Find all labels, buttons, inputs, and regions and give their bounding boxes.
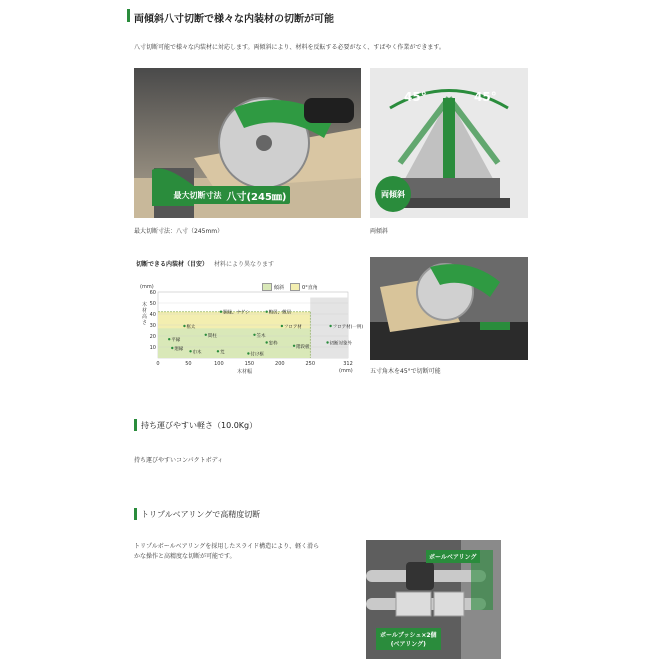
- legend-swatch-square: [290, 283, 300, 291]
- y-tick-label: 30: [149, 323, 156, 329]
- material-label: 鴨居、敷居: [268, 310, 292, 316]
- section1-heading: 両傾斜八寸切断で様々な内装材の切断が可能: [134, 14, 334, 25]
- material-point: [326, 341, 328, 343]
- material-label: 階段板: [296, 344, 310, 350]
- material-point: [168, 338, 170, 340]
- double-bevel-badge: 両傾斜: [375, 176, 411, 212]
- section2-body: 持ち運びやすいコンパクトボディ: [134, 457, 224, 464]
- ball-bearing-label: ボールベアリング: [426, 550, 480, 563]
- photo-right-caption: 両傾斜: [370, 228, 389, 235]
- y-tick-label: 10: [149, 345, 156, 351]
- angle-right-label: 45°: [474, 90, 497, 104]
- bearing-photo: [366, 540, 501, 659]
- material-label: 窓枠: [268, 341, 278, 347]
- chart-title: [136, 259, 274, 268]
- angle-cut-illustration: [370, 257, 528, 360]
- legend-item-square: [290, 283, 318, 291]
- material-label: 巾木: [192, 350, 202, 356]
- section3-body-line2: かな操作と高精度な切断が可能です。: [134, 553, 236, 560]
- angle-cut-photo: [370, 257, 528, 360]
- ball-bushing-label: [376, 628, 441, 650]
- material-label: 笠木: [256, 333, 266, 339]
- section1-body: 八寸切断可能で様々な内装材に対応します。両傾斜により、材料を反転する必要がなく、すばやく作業ができます。: [134, 44, 445, 51]
- material-point: [189, 350, 191, 352]
- y-tick-label: 60: [149, 290, 156, 296]
- photo-left-caption: 最大切断寸法：八寸（245mm）: [134, 228, 224, 235]
- y-axis-title-char: 高: [142, 314, 148, 320]
- x-tick-label: 50: [185, 361, 192, 367]
- y-tick-label: 40: [149, 312, 156, 318]
- heading-accent-bar-2: [134, 419, 137, 431]
- y-axis-title-char: さ: [142, 320, 148, 326]
- heading-accent-bar: [127, 9, 130, 22]
- legend-swatch-bevel: [262, 283, 272, 291]
- miter-saw-photo: [134, 68, 361, 218]
- material-point: [217, 350, 219, 352]
- material-point: [183, 325, 185, 327]
- x-unit-label: (mm): [339, 368, 353, 374]
- material-label: 荒: [219, 350, 225, 356]
- legend-label-square: 0°直角: [302, 284, 318, 291]
- region-bevel-cut: [158, 328, 310, 358]
- x-tick-label: 250: [305, 361, 316, 367]
- max-cut-badge-value: 八寸(245㎜): [226, 191, 287, 203]
- material-point: [281, 325, 283, 327]
- material-label: 間柱: [207, 333, 217, 339]
- chart-note: 材料により異なります: [213, 261, 274, 268]
- y-tick-label: 50: [149, 301, 156, 307]
- chart-title-text: 切断できる内装材（目安）: [136, 261, 209, 268]
- material-label: 框太: [186, 325, 196, 330]
- material-point: [265, 311, 267, 313]
- x-axis-title: 木材幅: [237, 369, 253, 375]
- max-cut-badge: [170, 186, 290, 204]
- x-tick-label: 0: [156, 361, 160, 367]
- y-unit-label: (mm): [140, 284, 154, 290]
- double-bevel-photo: [370, 68, 528, 218]
- y-axis-title-char: 材: [142, 308, 148, 314]
- angle-left-label: 45°: [404, 90, 427, 104]
- x-tick-label: 150: [244, 361, 255, 367]
- material-label: 付け框: [250, 352, 264, 358]
- material-point: [247, 352, 249, 354]
- heading-accent-bar-3: [134, 508, 137, 520]
- section2-heading: 持ち運びやすい軽さ（10.0Kg）: [141, 421, 258, 430]
- material-label: 平縁: [171, 338, 181, 344]
- material-point: [253, 334, 255, 336]
- material-point: [205, 334, 207, 336]
- material-point: [293, 345, 295, 347]
- material-point: [171, 347, 173, 349]
- y-axis-title: [142, 301, 147, 326]
- max-cut-badge-label: 最大切断寸法: [173, 190, 222, 200]
- ball-bushing-label-line1: ボールブッシュ×2個: [380, 632, 437, 639]
- material-point: [265, 341, 267, 343]
- cut-capacity-chart: [134, 276, 364, 376]
- material-label: 切断対象外: [329, 341, 353, 347]
- x-tick-label: 100: [214, 361, 224, 367]
- ball-bushing-label-line2: (ベアリング): [390, 641, 426, 648]
- section3-body-line1: トリプルボールベアリングを採用したスライド構造により、軽く滑ら: [134, 543, 320, 550]
- material-label: フロア材: [283, 325, 302, 330]
- y-axis-title-char: 木: [142, 302, 148, 308]
- chart-legend: [262, 283, 318, 291]
- material-point: [329, 325, 331, 327]
- y-tick-label: 20: [149, 334, 156, 340]
- x-tick-label: 312: [343, 361, 353, 367]
- material-label: フロア材(一例): [332, 325, 364, 330]
- material-label: 廻縁: [174, 347, 184, 352]
- legend-item-bevel: [262, 283, 284, 291]
- section3-heading: トリプルベアリングで高精度切断: [141, 510, 261, 519]
- material-label: 胴縁、ナゲシ: [222, 310, 250, 316]
- material-point: [220, 311, 222, 313]
- x-tick-label: 200: [275, 361, 285, 367]
- angle-cut-caption: 五寸角木を45°で切断可能: [370, 368, 441, 375]
- legend-label-bevel: 傾斜: [274, 284, 285, 291]
